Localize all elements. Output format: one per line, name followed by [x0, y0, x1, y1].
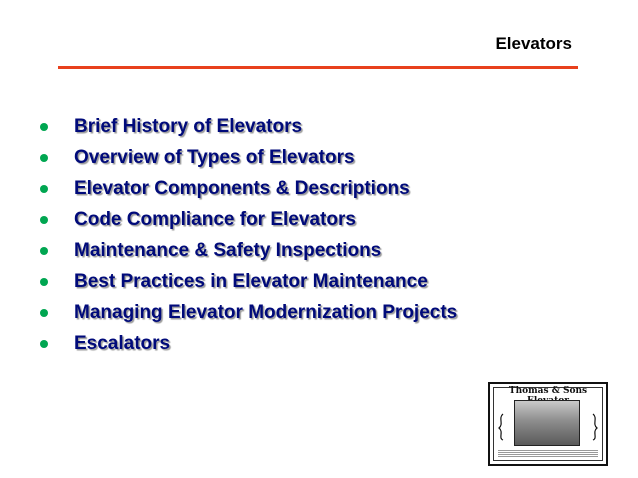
bullet-text: Code Compliance for Elevators	[74, 208, 356, 230]
title-divider	[58, 66, 578, 69]
list-item	[40, 173, 457, 204]
bullet-text: Elevator Components & Descriptions	[74, 177, 410, 199]
bullet-dot-icon	[40, 340, 48, 348]
bullet-text: Best Practices in Elevator Maintenance	[74, 270, 428, 292]
bullet-dot-icon	[40, 247, 48, 255]
list-item	[40, 142, 457, 173]
list-item	[40, 328, 457, 359]
fine-print	[498, 450, 598, 458]
bullet-list	[40, 111, 457, 359]
vintage-elevator-ad-image	[488, 382, 608, 466]
ornament-scroll-icon	[496, 412, 506, 442]
bullet-text: Escalators	[74, 332, 171, 354]
list-item	[40, 266, 457, 297]
bullet-text: Brief History of Elevators	[74, 115, 303, 137]
bullet-dot-icon	[40, 154, 48, 162]
slide-title: Elevators	[495, 34, 572, 53]
image-caption: Thomas & Sons	[508, 386, 588, 396]
bullet-dot-icon	[40, 123, 48, 131]
bullet-text: Managing Elevator Modernization Projects	[74, 301, 458, 323]
list-item	[40, 235, 457, 266]
bullet-dot-icon	[40, 216, 48, 224]
bullet-text: Maintenance & Safety Inspections	[74, 239, 382, 261]
bullet-dot-icon	[40, 309, 48, 317]
elevator-photo	[514, 400, 580, 446]
ornament-scroll-icon	[590, 412, 600, 442]
list-item	[40, 204, 457, 235]
bullet-dot-icon	[40, 278, 48, 286]
list-item	[40, 111, 457, 142]
bullet-text: Overview of Types of Elevators	[74, 146, 355, 168]
list-item	[40, 297, 457, 328]
bullet-dot-icon	[40, 185, 48, 193]
